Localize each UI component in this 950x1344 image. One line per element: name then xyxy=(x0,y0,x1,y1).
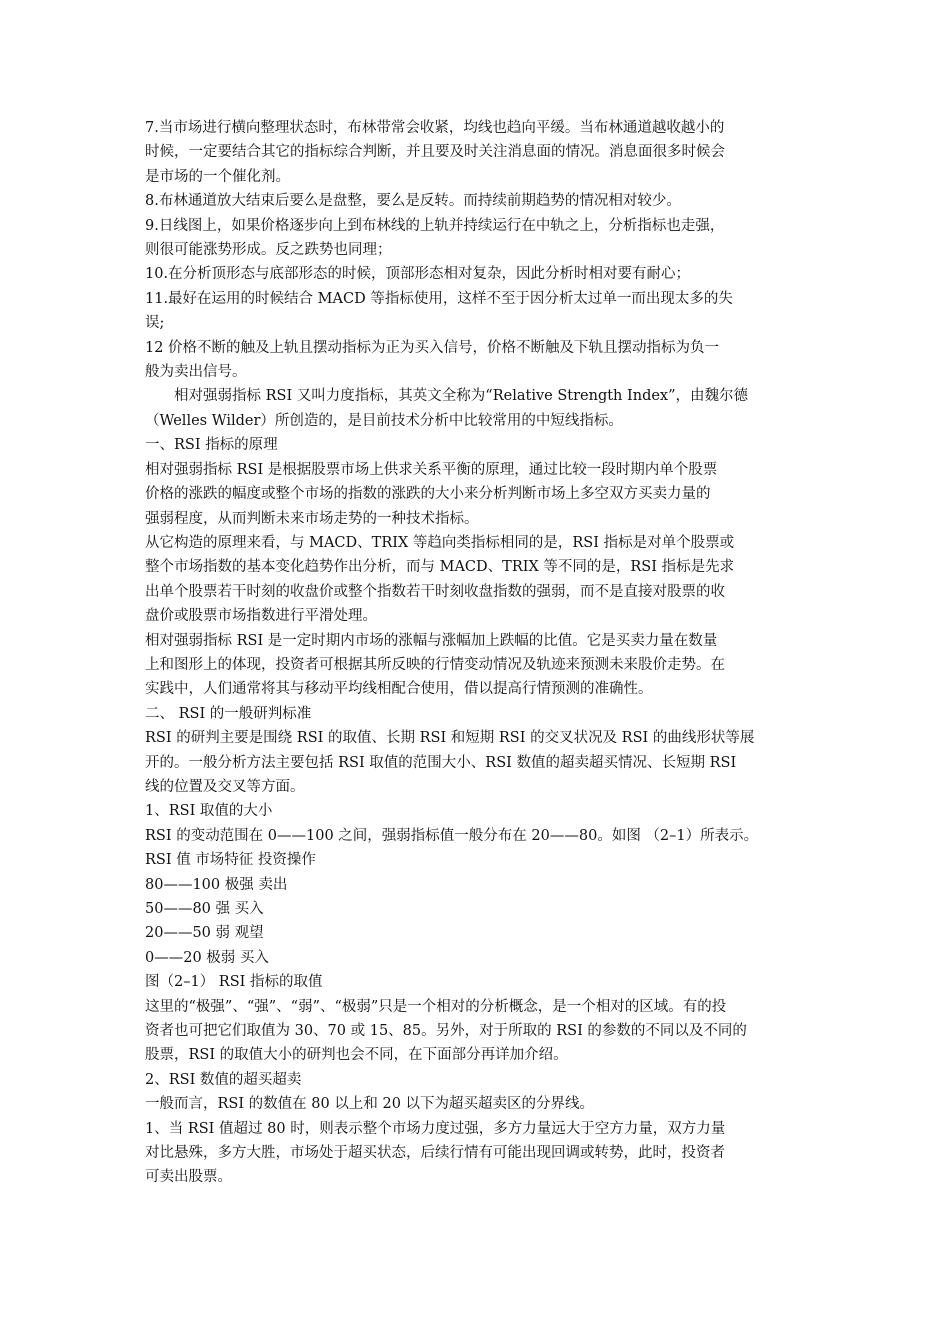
text-line: 7.当市场进行横向整理状态时，布林带常会收紧，均线也趋向平缓。当布林通道越收越小的 xyxy=(145,120,725,136)
text-line: 相对强弱指标 RSI 是根据股票市场上供求关系平衡的原理，通过比较一段时期内单个股票 xyxy=(145,461,718,478)
rsi-table-row: 20——50 弱 观望 xyxy=(145,925,264,942)
rsi-table-row: 50——80 强 买入 xyxy=(145,901,264,917)
section-heading: 一、RSI 指标的原理 xyxy=(145,437,278,454)
text-line: 从它构造的原理来看，与 MACD、TRIX 等趋向类指标相同的是，RSI 指标是对单个股票或 xyxy=(145,534,735,551)
figure-caption: 图（2–1） RSI 指标的取值 xyxy=(145,974,323,991)
text-line: RSI 的研判主要是围绕 RSI 的取值、长期 RSI 和短期 RSI 的交叉状况及 RSI 的曲线形状等展 xyxy=(145,730,755,747)
text-line: 一般而言，RSI 的数值在 80 以上和 20 以下为超买超卖区的分界线。 xyxy=(145,1096,595,1113)
text-line: 10.在分析顶形态与底部形态的时候，顶部形态相对复杂，因此分析时相对要有耐心； xyxy=(145,266,691,283)
text-line: （Welles Wilder）所创造的，是目前技术分析中比较常用的中短线指标。 xyxy=(145,412,623,429)
section-heading: 二、 RSI 的一般研判标准 xyxy=(145,705,312,722)
rsi-table-row: 0——20 极弱 买入 xyxy=(145,949,269,966)
subsection-heading: 1、RSI 取值的大小 xyxy=(145,803,273,820)
rsi-table-row: 80——100 极强 卖出 xyxy=(145,876,288,893)
subsection-heading: 2、RSI 数值的超买超卖 xyxy=(145,1071,302,1088)
text-line: 8.布林通道放大结束后要么是盘整，要么是反转。而持续前期趋势的情况相对较少。 xyxy=(145,193,681,210)
text-line: 出单个股票若干时刻的收盘价或整个指数若干时刻收盘指数的强弱，而不是直接对股票的收 xyxy=(145,583,725,600)
text-line: 上和图形上的体现，投资者可根据其所反映的行情变动情况及轨迹来预测未来股价走势。在 xyxy=(145,656,725,673)
text-line: 盘价或股票市场指数进行平滑处理。 xyxy=(145,608,377,625)
text-line: 线的位置及交叉等方面。 xyxy=(145,778,305,795)
text-line: 对比悬殊，多方大胜，市场处于超买状态，后续行情有可能出现回调或转势，此时，投资者 xyxy=(145,1145,725,1162)
text-line: 12 价格不断的触及上轨且摆动指标为正为买入信号，价格不断触及下轨且摆动指标为负一 xyxy=(145,339,720,356)
text-line: 则很可能涨势形成。反之跌势也同理； xyxy=(145,242,392,259)
text-line: 整个市场指数的基本变化趋势作出分析，而与 MACD、TRIX 等不同的是，RSI 指标是先求 xyxy=(145,559,735,576)
text-line: 股票，RSI 的取值大小的研判也会不同，在下面部分再详加介绍。 xyxy=(145,1047,568,1064)
text-line: 相对强弱指标 RSI 是一定时期内市场的涨幅与涨幅加上跌幅的比值。它是买卖力量在数量 xyxy=(145,632,718,649)
text-line: 是市场的一个催化剂。 xyxy=(145,168,290,185)
text-line: 实践中，人们通常将其与移动平均线相配合使用，借以提高行情预测的准确性。 xyxy=(145,681,653,698)
text-line: 9.日线图上，如果价格逐步向上到布林线的上轨并持续运行在中轨之上，分析指标也走强， xyxy=(145,217,725,234)
text-line: 可卖出股票。 xyxy=(145,1169,232,1186)
text-line: 般为卖出信号。 xyxy=(145,364,247,381)
text-line: 相对强弱指标 RSI 又叫力度指标，其英文全称为“Relative Strength Index”，由魏尔德 xyxy=(174,388,749,405)
text-line: 资者也可把它们取值为 30、70 或 15、85。另外，对于所取的 RSI 的参数的不同以及不同的 xyxy=(145,1023,747,1040)
text-line: 强弱程度，从而判断未来市场走势的一种技术指标。 xyxy=(145,510,479,527)
rsi-table-header: RSI 值 市场特征 投资操作 xyxy=(145,852,316,869)
text-line: 价格的涨跌的幅度或整个市场的指数的涨跌的大小来分析判断市场上多空双方买卖力量的 xyxy=(145,486,711,503)
text-line: 开的。一般分析方法主要包括 RSI 取值的范围大小、RSI 数值的超卖超买情况、长短期 RSI xyxy=(145,754,737,771)
text-line: 误; xyxy=(145,315,165,332)
text-line: 这里的“极强”、“强”、“弱”、“极弱”只是一个相对的分析概念，是一个相对的区域。有的投 xyxy=(145,998,727,1015)
text-line: 1、当 RSI 值超过 80 时，则表示整个市场力度过强，多方力量远大于空方力量，双方力量 xyxy=(145,1120,726,1137)
text-line: RSI 的变动范围在 0——100 之间，强弱指标值一般分布在 20——80。如图 （2–1）所表示。 xyxy=(145,827,759,844)
text-line: 11.最好在运用的时候结合 MACD 等指标使用，这样不至于因分析太过单一而出现太多的失 xyxy=(145,290,733,307)
text-line: 时候，一定要结合其它的指标综合判断，并且要及时关注消息面的情况。消息面很多时候会 xyxy=(145,144,725,161)
